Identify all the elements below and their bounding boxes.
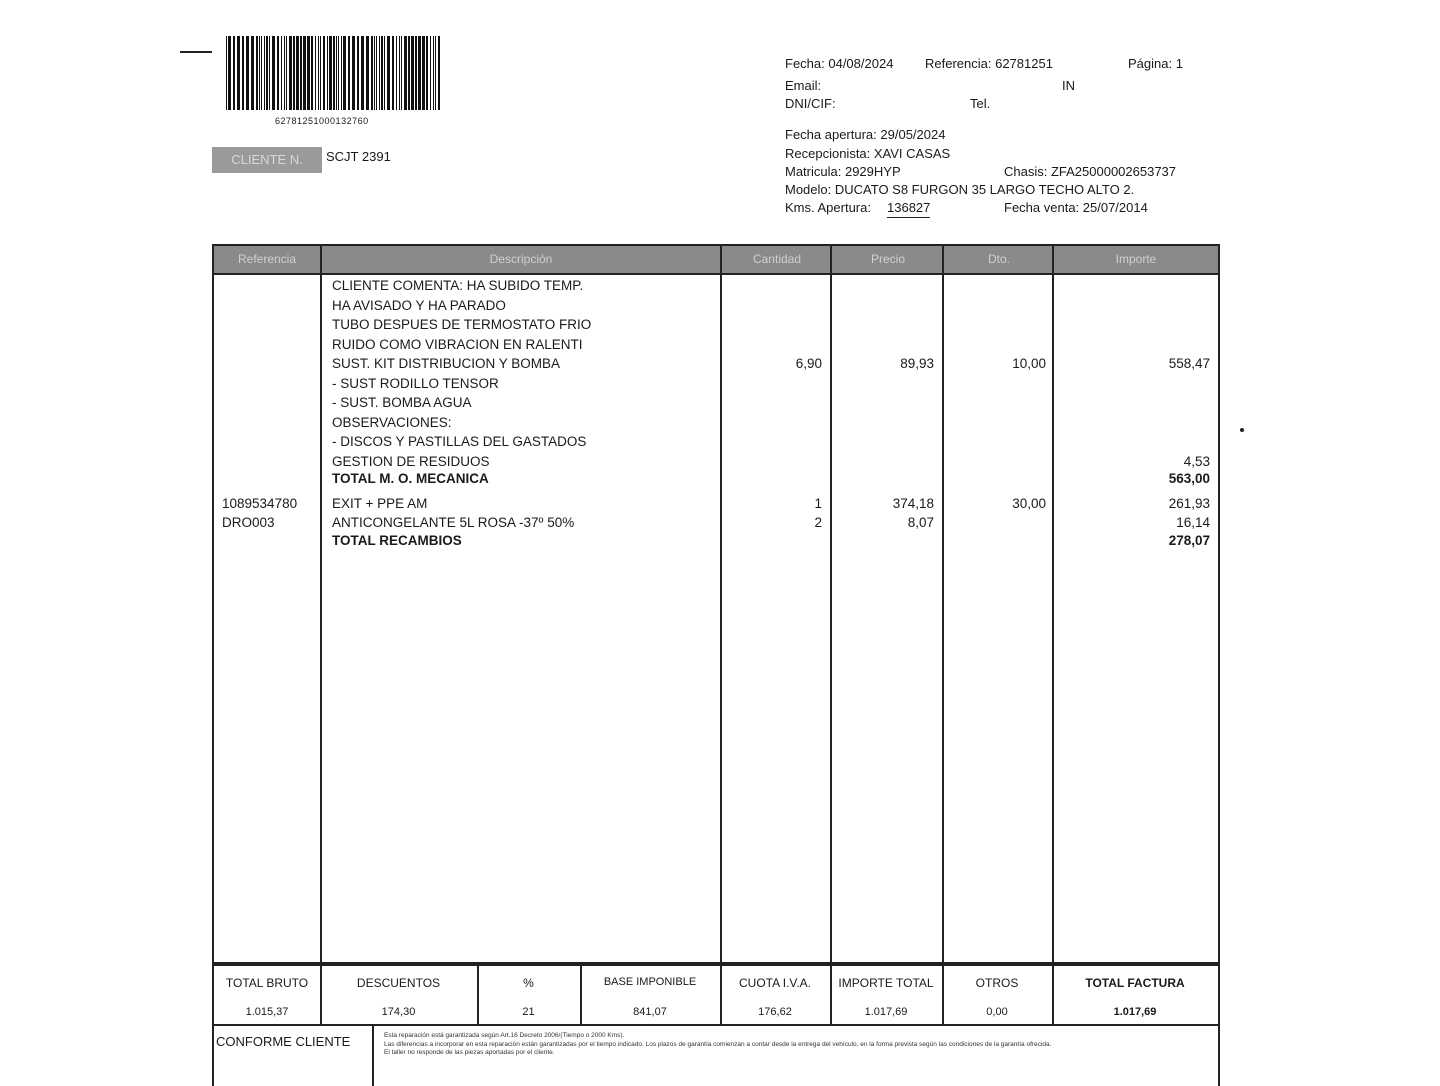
legal-line: El taller no responde de las piezas aportadas por el cliente. bbox=[384, 1049, 555, 1056]
barcode-bar bbox=[430, 36, 431, 110]
header-cantidad: Cantidad bbox=[752, 252, 802, 266]
barcode-bar bbox=[311, 36, 313, 110]
barcode-bar bbox=[320, 36, 321, 110]
total-bruto-value: 1.015,37 bbox=[245, 1006, 289, 1018]
barcode-bar bbox=[284, 36, 285, 110]
barcode-bar bbox=[357, 36, 359, 110]
barcode-bar bbox=[264, 36, 265, 110]
barcode-bar bbox=[266, 36, 268, 110]
barcode-bar bbox=[352, 36, 355, 110]
waste-amount: 4,53 bbox=[1183, 453, 1210, 469]
base-imponible-label: BASE IMPONIBLE bbox=[603, 976, 697, 988]
customer-conformity-box bbox=[212, 1026, 1220, 1086]
totals-strip bbox=[212, 964, 1220, 1026]
percent-value: 21 bbox=[522, 1006, 535, 1018]
barcode-bar bbox=[228, 36, 231, 110]
table-header bbox=[214, 246, 1218, 275]
description-line: RUIDO COMO VIBRACION EN RALENTI bbox=[332, 336, 583, 352]
barcode-bar bbox=[272, 36, 275, 110]
barcode-bar bbox=[381, 36, 383, 110]
barcode-bar bbox=[336, 36, 337, 110]
customer-code: SCJT 2391 bbox=[326, 149, 391, 164]
barcode-bar bbox=[384, 36, 385, 110]
barcode-bar bbox=[256, 36, 258, 110]
barcode-bar bbox=[411, 36, 414, 110]
total-factura-label: TOTAL FACTURA bbox=[1085, 976, 1185, 990]
otros-value: 0,00 bbox=[986, 1006, 1008, 1018]
barcode-bar bbox=[303, 36, 306, 110]
barcode-bar bbox=[376, 36, 377, 110]
barcode-bar bbox=[289, 36, 292, 110]
kms-label: Kms. Apertura: bbox=[785, 200, 871, 215]
barcode-bar bbox=[269, 36, 270, 110]
percent-label: % bbox=[523, 976, 534, 990]
tel-label: Tel. bbox=[970, 96, 991, 111]
dni-label: DNI/CIF: bbox=[785, 96, 836, 111]
barcode-bar bbox=[237, 36, 240, 110]
barcode-bar bbox=[226, 36, 227, 110]
invoice-lines-table bbox=[212, 244, 1220, 964]
barcode-bar bbox=[404, 36, 407, 110]
importe-total-value: 1.017,69 bbox=[864, 1006, 908, 1018]
labor-price: 89,93 bbox=[900, 356, 934, 371]
barcode-bar bbox=[361, 36, 364, 110]
barcode-bar bbox=[315, 36, 316, 110]
barcode-bar bbox=[392, 36, 394, 110]
cuota-iva-value: 176,62 bbox=[758, 1006, 792, 1018]
legal-line: Esta reparación está garantizada según Art.16 Decreto 2006/(Tiempo o 2000 Kms). bbox=[384, 1032, 625, 1039]
barcode-bar bbox=[348, 36, 350, 110]
barcode-bar bbox=[261, 36, 262, 110]
opening-date: Fecha apertura: 29/05/2024 bbox=[785, 127, 946, 142]
sale-date: Fecha venta: 25/07/2014 bbox=[1004, 200, 1148, 215]
part-quantity: 1 bbox=[814, 496, 822, 511]
invoice-reference: Referencia: 62781251 bbox=[925, 56, 1053, 71]
parts-total-value: 278,07 bbox=[1168, 533, 1210, 548]
description-line: GESTION DE RESIDUOS bbox=[332, 453, 490, 469]
part-description: EXIT + PPE AM bbox=[332, 496, 428, 511]
description-line: HA AVISADO Y HA PARADO bbox=[332, 297, 506, 313]
vehicle-model: Modelo: DUCATO S8 FURGON 35 LARGO TECHO ALTO 2. bbox=[785, 182, 1135, 197]
barcode-bar bbox=[401, 36, 402, 110]
part-reference: 1089534780 bbox=[222, 496, 298, 511]
part-price: 374,18 bbox=[892, 496, 934, 511]
barcode-bar bbox=[371, 36, 373, 110]
license-plate: Matricula: 2929HYP bbox=[785, 164, 901, 179]
barcode-bar bbox=[387, 36, 390, 110]
barcode-bar bbox=[329, 36, 332, 110]
cuota-iva-label: CUOTA I.V.A. bbox=[738, 976, 812, 990]
barcode-bar bbox=[379, 36, 380, 110]
barcode-bar bbox=[338, 36, 339, 110]
description-line: CLIENTE COMENTA: HA SUBIDO TEMP. bbox=[332, 278, 584, 293]
receptionist: Recepcionista: XAVI CASAS bbox=[785, 146, 951, 161]
barcode-bar bbox=[327, 36, 328, 110]
barcode-bar bbox=[438, 36, 440, 110]
labor-discount: 10,00 bbox=[1012, 356, 1046, 371]
total-bruto-label: TOTAL BRUTO bbox=[225, 976, 309, 990]
barcode-bar bbox=[259, 36, 260, 110]
barcode-bar bbox=[396, 36, 397, 110]
barcode-bar bbox=[323, 36, 325, 110]
email-label: Email: bbox=[785, 78, 822, 93]
column-divider bbox=[320, 246, 322, 962]
header-referencia: Referencia bbox=[237, 252, 297, 266]
legal-notice bbox=[384, 1032, 1214, 1058]
part-reference: DRO003 bbox=[222, 515, 275, 530]
kms-value: 136827 bbox=[887, 200, 930, 218]
description-line: - DISCOS Y PASTILLAS DEL GASTADOS bbox=[332, 434, 587, 449]
barcode-bar bbox=[286, 36, 287, 110]
invoice-date: Fecha: 04/08/2024 bbox=[785, 56, 894, 71]
part-discount: 30,00 bbox=[1012, 496, 1046, 511]
description-line: SUST. KIT DISTRIBUCION Y BOMBA bbox=[332, 356, 561, 371]
descuentos-value: 174,30 bbox=[381, 1006, 416, 1018]
descuentos-label: DESCUENTOS bbox=[356, 976, 441, 990]
description-line: - SUST. BOMBA AGUA bbox=[332, 395, 472, 410]
barcode-bar bbox=[374, 36, 375, 110]
barcode-bar bbox=[408, 36, 410, 110]
header-precio: Precio bbox=[870, 252, 905, 266]
labor-quantity: 6,90 bbox=[795, 356, 822, 371]
header-descripcion: Descripción bbox=[489, 252, 553, 266]
barcode-bar bbox=[233, 36, 235, 110]
barcode-bar bbox=[366, 36, 369, 110]
barcode bbox=[226, 36, 442, 110]
part-amount: 261,93 bbox=[1168, 496, 1210, 511]
email-suffix: IN bbox=[1062, 78, 1075, 93]
barcode-bar bbox=[281, 36, 282, 110]
barcode-bar bbox=[333, 36, 335, 110]
part-description: ANTICONGELANTE 5L ROSA -37º 50% bbox=[332, 515, 575, 530]
otros-label: OTROS bbox=[975, 976, 1019, 990]
barcode-bar bbox=[251, 36, 254, 110]
barcode-bar bbox=[296, 36, 299, 110]
total-factura-value: 1.017,69 bbox=[1113, 1006, 1157, 1018]
barcode-bar bbox=[422, 36, 425, 110]
labor-total-value: 563,00 bbox=[1168, 471, 1210, 486]
part-quantity: 2 bbox=[814, 515, 822, 530]
barcode-number: 62781251000132760 bbox=[275, 116, 369, 126]
barcode-bar bbox=[293, 36, 295, 110]
footer-divider bbox=[372, 1026, 374, 1086]
barcode-bar bbox=[300, 36, 302, 110]
barcode-bar bbox=[418, 36, 421, 110]
barcode-bar bbox=[307, 36, 310, 110]
part-amount: 16,14 bbox=[1176, 515, 1210, 530]
part-price: 8,07 bbox=[907, 515, 934, 530]
barcode-bar bbox=[433, 36, 434, 110]
header-dto: Dto. bbox=[987, 252, 1010, 266]
barcode-bar bbox=[341, 36, 342, 110]
barcode-bar bbox=[277, 36, 279, 110]
barcode-bar bbox=[242, 36, 244, 110]
base-imponible-value: 841,07 bbox=[633, 1006, 667, 1018]
barcode-bar bbox=[426, 36, 428, 110]
customer-label-box: CLIENTE N. bbox=[212, 147, 322, 173]
description-line: OBSERVACIONES: bbox=[332, 414, 452, 430]
barcode-bar bbox=[435, 36, 436, 110]
description-line: - SUST RODILLO TENSOR bbox=[332, 375, 499, 391]
scan-speck bbox=[1240, 428, 1244, 432]
labor-amount: 558,47 bbox=[1168, 356, 1210, 371]
barcode-bar bbox=[318, 36, 319, 110]
conforme-cliente-label: CONFORME CLIENTE bbox=[216, 1034, 351, 1049]
barcode-bar bbox=[343, 36, 346, 110]
chassis-number: Chasis: ZFA25000002653737 bbox=[1004, 164, 1177, 179]
legal-line: Las diferencias a incorporar en esta reparación están garantizadas por el tiempo indicado. Los plazos de garantía comienzan a contar desde la entrega del vehículo, en la forma prevista según las condiciones de la garantía ofrecida. bbox=[384, 1040, 1052, 1048]
barcode-bar bbox=[415, 36, 417, 110]
page-number: Página: 1 bbox=[1128, 56, 1183, 71]
importe-total-label: IMPORTE TOTAL bbox=[838, 976, 934, 990]
labor-total-label: TOTAL M. O. MECANICA bbox=[332, 471, 489, 486]
header-importe: Importe bbox=[1115, 252, 1157, 266]
description-line: TUBO DESPUES DE TERMOSTATO FRIO bbox=[332, 317, 592, 332]
barcode-bar bbox=[399, 36, 400, 110]
corner-mark bbox=[180, 51, 212, 53]
barcode-bar bbox=[246, 36, 249, 110]
parts-total-label: TOTAL RECAMBIOS bbox=[332, 533, 462, 548]
